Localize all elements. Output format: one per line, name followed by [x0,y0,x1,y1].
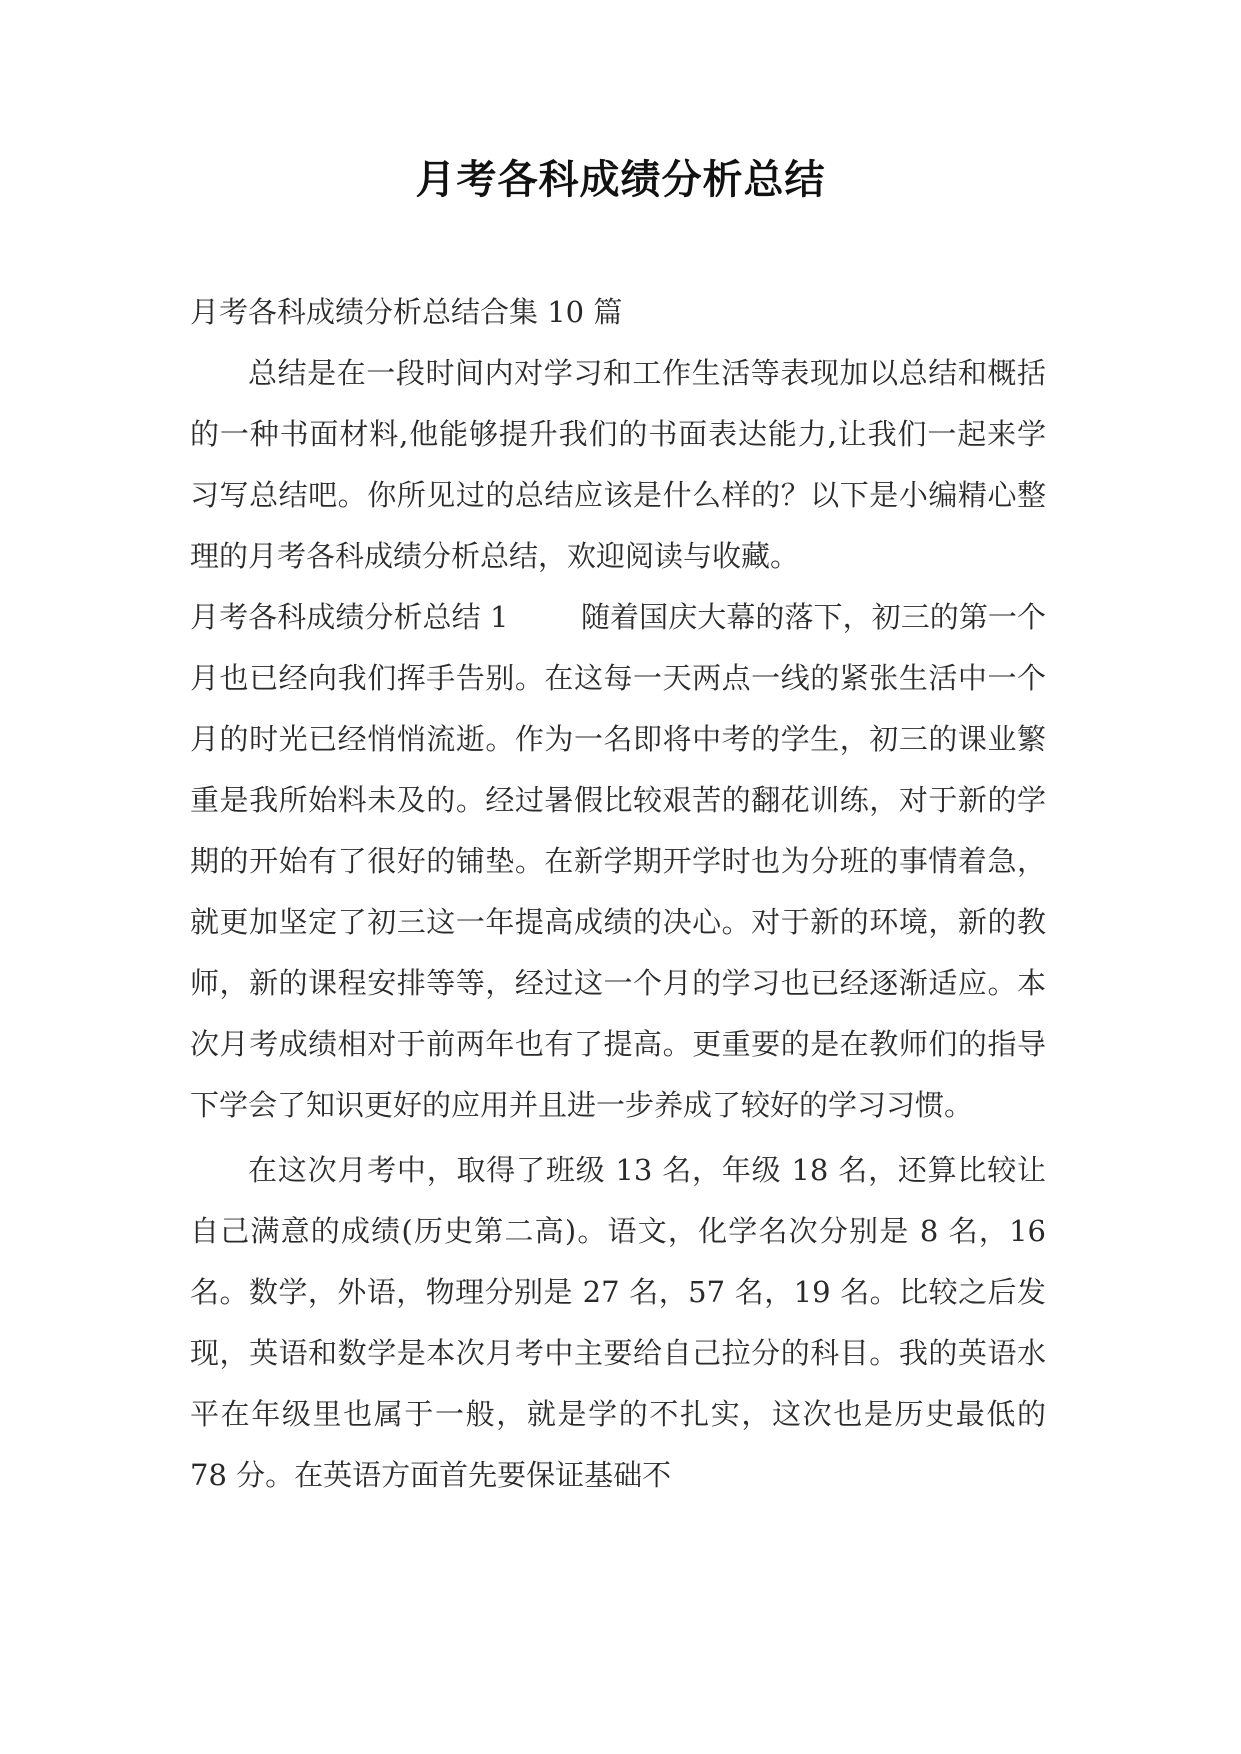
section-1-text: 随着国庆大幕的落下，初三的第一个月也已经向我们挥手告别。在这每一天两点一线的紧张生活中一个月的时光已经悄悄流逝。作为一名即将中考的学生，初三的课业繁重是我所始料未及的。经过暑假比较艰苦的翻花训练，对于新的学期的开始有了很好的铺垫。在新学期开学时也为分班的事情着急，就更加坚定了初三这一年提高成绩的决心。对于新的环境，新的教师，新的课程安排等等，经过这一个月的学习也已经逐渐适应。本次月考成绩相对于前两年也有了提高。更重要的是在教师们的指导下学会了知识更好的应用并且进一步养成了较好的学习习惯。 [190,600,1046,1122]
section-1-paragraph [190,587,1046,1136]
intro-paragraph: 总结是在一段时间内对学习和工作生活等表现加以总结和概括的一种书面材料,他能够提升我们的书面表达能力,让我们一起来学习写总结吧。你所见过的总结应该是什么样的？以下是小编精心整理的月考各科成绩分析总结，欢迎阅读与收藏。 [190,356,1046,573]
section-1-paragraph-2: 在这次月考中，取得了班级 13 名，年级 18 名，还算比较让自己满意的成绩(历史第二高)。语文，化学名次分别是 8 名，16 名。数学，外语，物理分别是 27 名，57 名，19 名。比较之后发现，英语和数学是本次月考中主要给自己拉分的科目。我的英语水平在年级里也属于一般，就是学的不扎实，这次也是历史最低的 78 分。在英语方面首先要保证基础不 [190,1153,1046,1492]
document-subtitle: 月考各科成绩分析总结合集 10 篇 [190,295,623,329]
document-body [190,282,1046,1506]
section-1-heading: 月考各科成绩分析总结 1 [190,600,509,634]
document-title: 月考各科成绩分析总结 [415,157,826,203]
